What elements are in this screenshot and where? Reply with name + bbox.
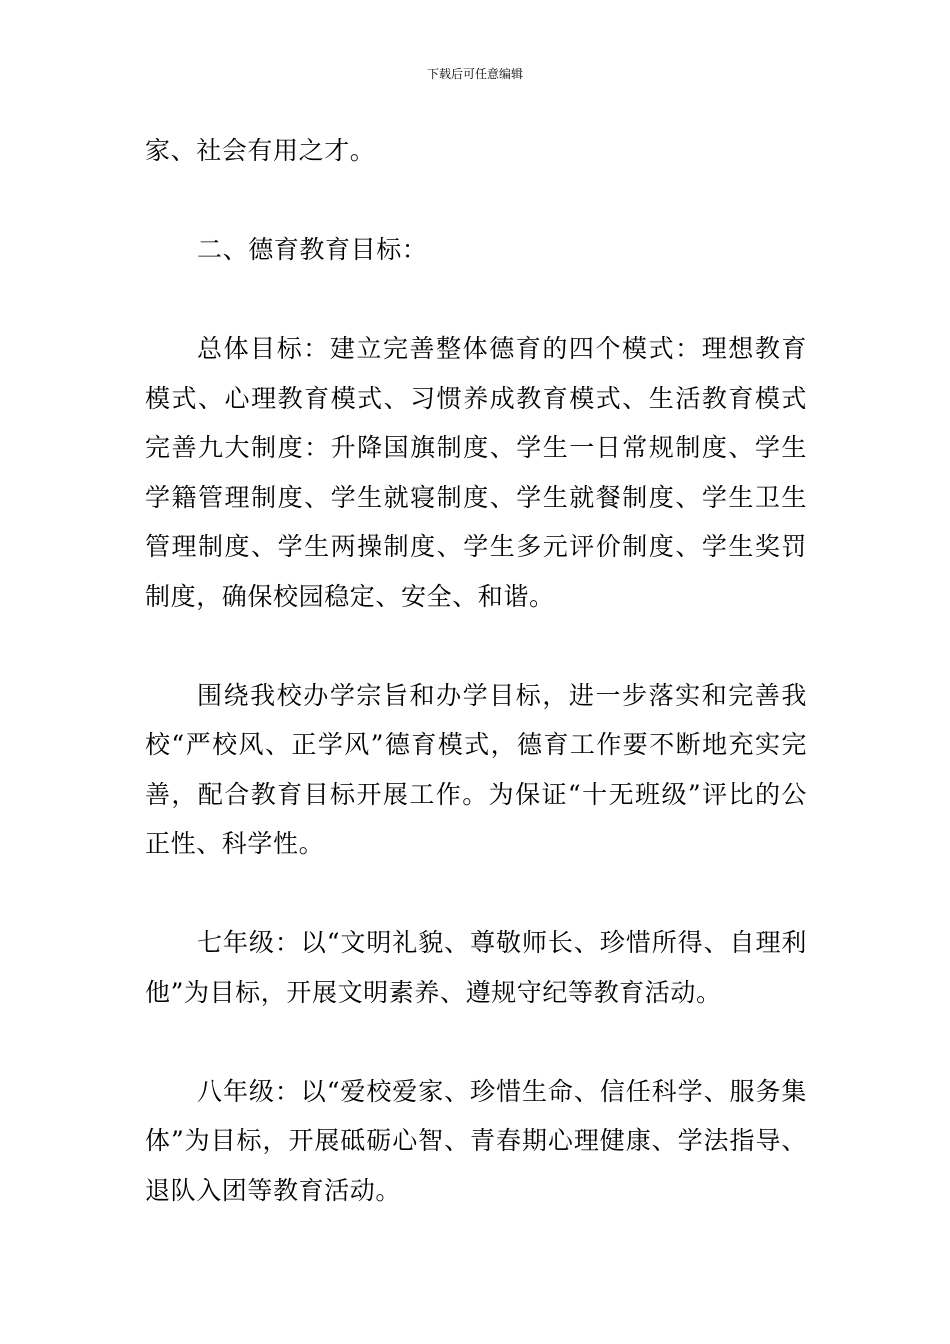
paragraph-continuation: 家、社会有用之才。 [145,136,376,165]
paragraph-grade-eight: 八年级：以“爱校爱家、珍惜生命、信任科学、服务集体”为目标，开展砥砺心智、青春期心理健康、学法指导、退队入团等教育活动。 [145,1076,807,1205]
paragraph-school-philosophy: 围绕我校办学宗旨和办学目标，进一步落实和完善我校“严校风、正学风”德育模式，德育工作要不断地充实完善，配合教育目标开展工作。为保证“十无班级”评比的公正性、科学性。 [145,680,807,858]
document-body [145,126,807,1215]
page-header: 下载后可任意编辑 [426,67,523,81]
section-heading-moral-education-goals: 二、德育教育目标： [197,235,428,264]
paragraph-grade-seven: 七年级：以“文明礼貌、尊敬师长、珍惜所得、自理利他”为目标，开展文明素养、遵规守纪等教育活动。 [145,928,807,1007]
paragraph-overall-goals: 总体目标：建立完善整体德育的四个模式：理想教育模式、心理教育模式、习惯养成教育模式、生活教育模式完善九大制度：升降国旗制度、学生一日常规制度、学生学籍管理制度、学生就寝制度、学生就餐制度、学生卫生管理制度、学生两操制度、学生多元评价制度、学生奖罚制度，确保校园稳定、安全、和谐。 [145,334,807,611]
